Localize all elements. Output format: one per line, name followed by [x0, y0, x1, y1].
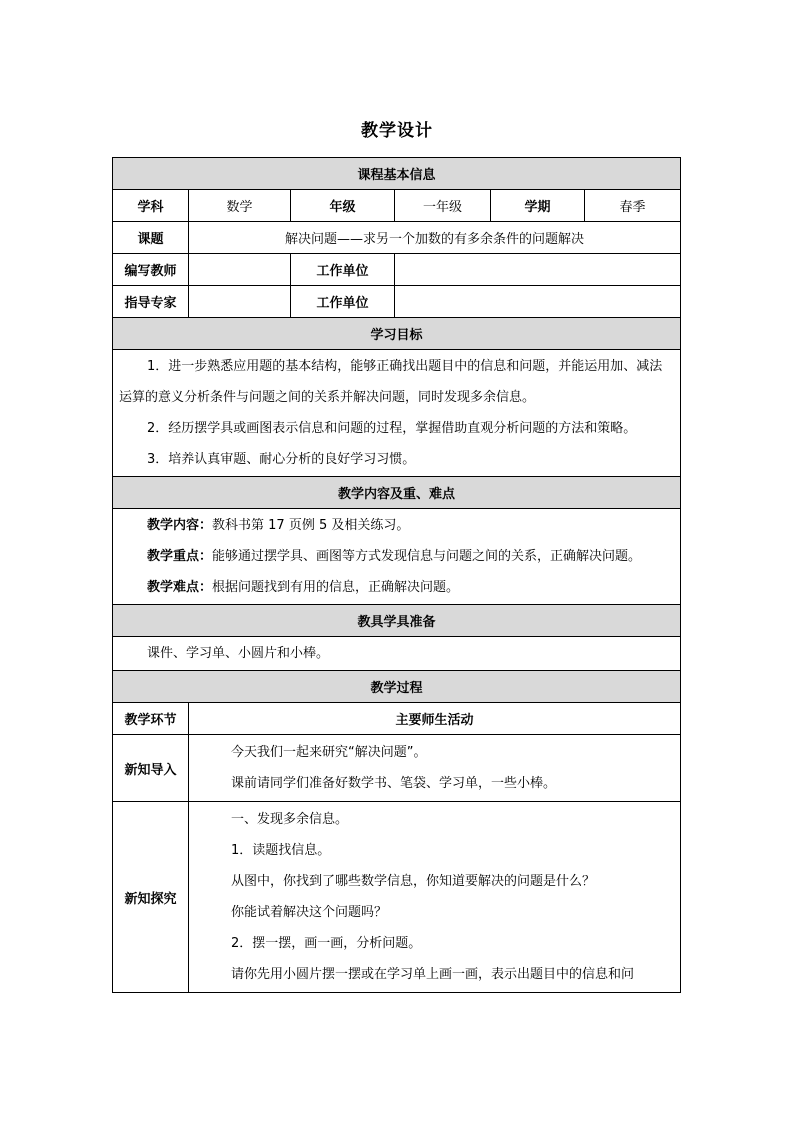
activity-column-header: 主要师生活动: [189, 703, 681, 735]
goal-item: 3．培养认真审题、耐心分析的良好学习习惯。: [147, 452, 416, 467]
lesson-plan-table: [112, 157, 681, 993]
process-header: 教学过程: [113, 671, 681, 703]
difficulty-text: 根据问题找到有用的信息，正确解决问题。: [212, 580, 460, 595]
unit-value: [395, 254, 681, 286]
stage-intro-activities: [189, 735, 681, 802]
unit2-label: 工作单位: [291, 286, 395, 318]
term-label: 学期: [491, 190, 585, 222]
term-value: 春季: [585, 190, 681, 222]
activity-line: 1．读题找信息。: [231, 843, 331, 858]
key-point-label: 教学重点：: [147, 549, 213, 564]
unit-label: 工作单位: [291, 254, 395, 286]
unit2-value: [395, 286, 681, 318]
activity-line: 一、发现多余信息。: [231, 812, 349, 827]
subject-label: 学科: [113, 190, 189, 222]
difficulty-label: 教学难点：: [147, 580, 213, 595]
content-body: [113, 509, 681, 605]
goals-content: [113, 350, 681, 477]
tools-header: 教具学具准备: [113, 605, 681, 637]
activity-line: 你能试着解决这个问题吗？: [231, 905, 388, 920]
expert-value: [189, 286, 291, 318]
content-label: 教学内容：: [147, 518, 213, 533]
page-title: 教学设计: [361, 121, 433, 141]
tools-text: 课件、学习单、小圆片和小棒。: [147, 646, 330, 661]
subject-value: 数学: [189, 190, 291, 222]
content-text: 教科书第 17 页例 5 及相关练习。: [212, 518, 410, 533]
activity-line: 今天我们一起来研究“解决问题”。: [231, 745, 427, 760]
basic-info-header: 课程基本信息: [113, 158, 681, 190]
grade-label: 年级: [291, 190, 395, 222]
stage-intro-label: 新知导入: [113, 735, 189, 802]
grade-value: 一年级: [395, 190, 491, 222]
teacher-label: 编写教师: [113, 254, 189, 286]
activity-line: 课前请同学们准备好数学书、笔袋、学习单，一些小棒。: [231, 776, 557, 791]
goals-header: 学习目标: [113, 318, 681, 350]
activity-line: 请你先用小圆片摆一摆或在学习单上画一画，表示出题目中的信息和问: [231, 967, 635, 982]
stage-explore-label: 新知探究: [113, 802, 189, 993]
content-header: 教学内容及重、难点: [113, 477, 681, 509]
tools-content: [113, 637, 681, 671]
activity-line: 2．摆一摆，画一画，分析问题。: [231, 936, 422, 951]
expert-label: 指导专家: [113, 286, 189, 318]
stage-explore-activities: [189, 802, 681, 993]
teacher-value: [189, 254, 291, 286]
topic-label: 课题: [113, 222, 189, 254]
goal-item: 2．经历摆学具或画图表示信息和问题的过程，掌握借助直观分析问题的方法和策略。: [147, 421, 637, 436]
goal-item: 1．进一步熟悉应用题的基本结构，能够正确找出题目中的信息和问题，并能运用加、减法运算的意义分析条件与问题之间的关系并解决问题，同时发现多余信息。: [119, 359, 663, 405]
activity-line: 从图中，你找到了哪些数学信息，你知道要解决的问题是什么？: [231, 874, 596, 889]
key-point-text: 能够通过摆学具、画图等方式发现信息与问题之间的关系，正确解决问题。: [212, 549, 642, 564]
stage-column-header: 教学环节: [113, 703, 189, 735]
topic-value: 解决问题——求另一个加数的有多余条件的问题解决: [189, 222, 681, 254]
